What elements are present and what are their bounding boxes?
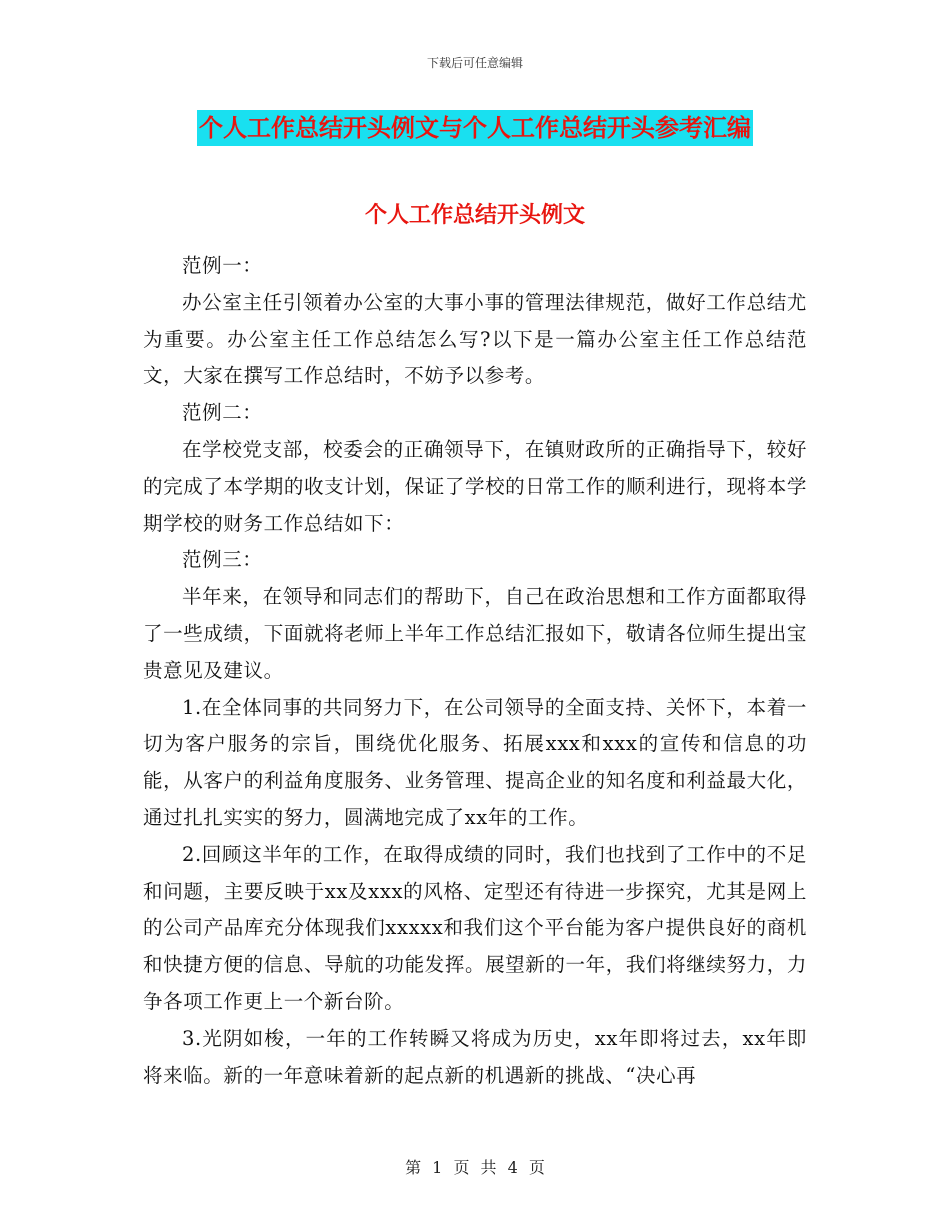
paragraph-example-2-text: 在学校党支部，校委会的正确领导下，在镇财政所的正确指导下，较好的完成了本学期的收支计划，保证了学校的日常工作的顺利进行，现将本学期学校的财务工作总结如下：	[143, 437, 807, 535]
page-footer-page-number: 第 1 页 共 4 页	[405, 1158, 545, 1177]
section-title: 个人工作总结开头例文	[364, 203, 585, 228]
document-title-container	[0, 110, 950, 146]
paragraph-example-1-label: 范例一：	[182, 254, 263, 277]
document-body	[143, 248, 807, 1094]
paragraph-point-1: 1.在全体同事的共同努力下，在公司领导的全面支持、关怀下，本着一切为客户服务的宗旨，围绕优化服务、拓展xxx和xxx的宣传和信息的功能，从客户的利益角度服务、业务管理、提高企业的知名度和利益最大化，通过扎扎实实的努力，圆满地完成了xx年的工作。	[143, 695, 807, 829]
paragraph-example-3-label: 范例三：	[182, 548, 263, 572]
page-header-note: 下载后可任意编辑	[426, 56, 523, 70]
paragraph-example-1-text: 办公室主任引领着办公室的大事小事的管理法律规范，做好工作总结尤为重要。办公室主任工作总结怎么写?以下是一篇办公室主任工作总结范文，大家在撰写工作总结时，不妨予以参考。	[143, 290, 807, 388]
paragraph-example-2-label: 范例二：	[182, 401, 263, 425]
paragraph-point-2: 2.回顾这半年的工作，在取得成绩的同时，我们也找到了工作中的不足和问题，主要反映于xx及xxx的风格、定型还有待进一步探究，尤其是网上的公司产品库充分体现我们xxxxx和我们这个平台能为客户提供良好的商机和快捷方便的信息、导航的功能发挥。展望新的一年，我们将继续努力，力争各项工作更上一个新台阶。	[143, 842, 807, 1013]
document-title: 个人工作总结开头例文与个人工作总结开头参考汇编	[197, 110, 753, 146]
paragraph-example-3-text: 半年来，在领导和同志们的帮助下，自己在政治思想和工作方面都取得了一些成绩，下面就将老师上半年工作总结汇报如下，敬请各位师生提出宝贵意见及建议。	[143, 585, 807, 682]
paragraph-point-3: 3.光阴如梭，一年的工作转瞬又将成为历史，xx年即将过去，xx年即将来临。新的一年意味着新的起点新的机遇新的挑战、“决心再	[143, 1026, 807, 1087]
